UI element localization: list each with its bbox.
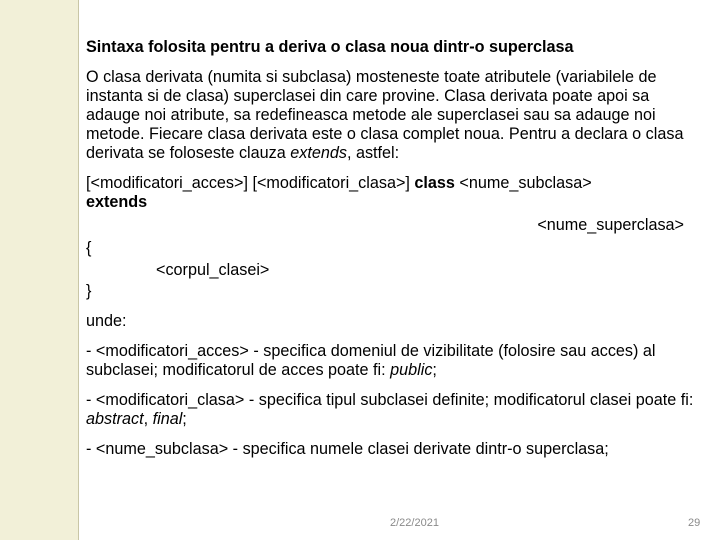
item-nume-subclasa: - <nume_subclasa> - specifica numele clasei derivate dintr-o superclasa; <box>86 440 609 458</box>
intro-text: O clasa derivata (numita si subclasa) mosteneste toate atributele (variabilele de instanta si de clasa) superclasei din care provine. Clasa derivata poate apoi sa adauge noi atribute, sa redefineasca metode ale superclasei sau sa adauge noi metode. Fiecare clasa derivata este o clasa complet noua. Pentru a declara o clasa derivata se foloseste clauza <box>86 68 684 162</box>
item-clasa-abstract: abstract <box>86 410 144 428</box>
syntax-subclass: <nume_subclasa> <box>454 174 592 192</box>
syntax-line <box>86 174 698 193</box>
syntax-class-keyword: class <box>414 174 455 192</box>
item-clasa-sep: , <box>143 410 153 428</box>
syntax-prefix: [<modificatori_acces>] [<modificatori_clasa>] <box>86 174 415 192</box>
slide-side-bar <box>0 0 79 540</box>
syntax-close-brace: } <box>86 282 92 300</box>
item-clasa-final: final <box>152 410 183 428</box>
item-acces-text: - <modificatori_acces> - specifica domeniul de vizibilitate (folosire sau acces) al subclasei; modificatorul de acces poate fi: <box>86 342 656 379</box>
syntax-body: <corpul_clasei> <box>156 261 270 279</box>
item-acces-end: ; <box>432 361 437 379</box>
item-acces-public: public <box>390 361 433 379</box>
item-modificatori-clasa <box>86 391 698 429</box>
footer-date: 2/22/2021 <box>390 517 439 529</box>
item-clasa-text: - <modificatori_clasa> - specifica tipul subclasei definite; modificatorul clasei poate fi: <box>86 391 694 409</box>
unde-label: unde: <box>86 312 127 330</box>
intro-keyword: extends <box>290 144 347 162</box>
item-modificatori-acces <box>86 342 698 380</box>
item-clasa-end: ; <box>182 410 187 428</box>
syntax-extends-keyword: extends <box>86 193 148 211</box>
slide-heading: Sintaxa folosita pentru a deriva o clasa noua dintr-o superclasa <box>86 38 574 56</box>
footer-page-number: 29 <box>688 517 701 529</box>
syntax-extends-line <box>86 193 698 212</box>
syntax-open-brace: { <box>86 239 92 257</box>
slide-content <box>86 38 698 470</box>
intro-paragraph <box>86 68 698 163</box>
syntax-block <box>86 174 698 301</box>
syntax-superclass: <nume_superclasa> <box>537 216 684 234</box>
intro-suffix: , astfel: <box>346 144 400 162</box>
